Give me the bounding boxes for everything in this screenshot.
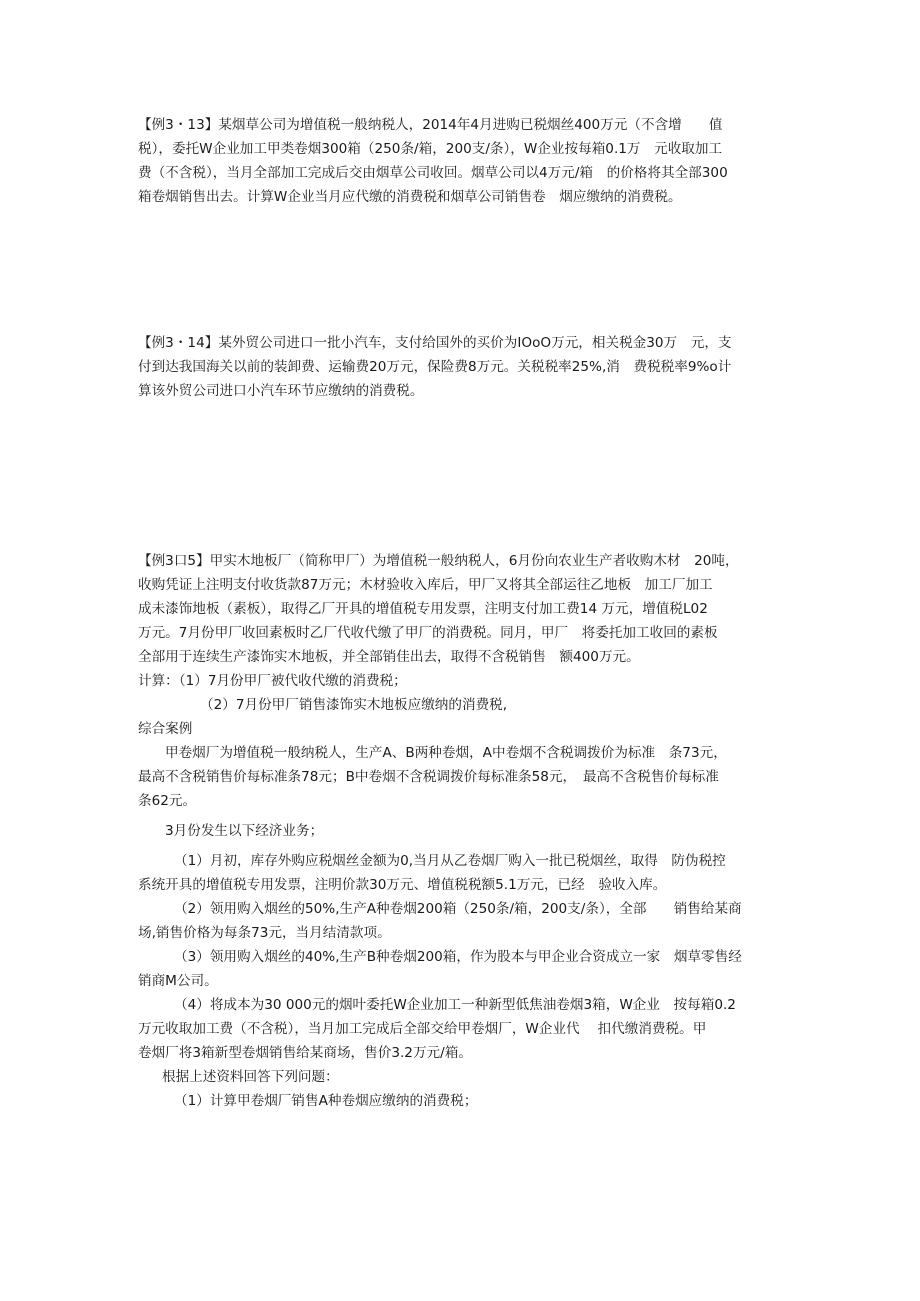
case-item-line: （4）将成本为30 000元的烟叶委托W企业加工一种新型低焦油卷烟3箱，W企业 按每箱0.2 [174, 997, 736, 1013]
example-3-13 [138, 113, 788, 209]
case-intro-line: 最高不含税销售价每标准条78元；B中卷烟不含税调拨价每标准条58元， 最高不含税售价每标准 [138, 769, 719, 785]
case-item-line: （1）月初，库存外购应税烟丝金额为0,当月从乙卷烟厂购入一批已税烟丝，取得 防伪税控 [174, 853, 726, 869]
paragraph-line: 【例3・13】某烟草公司为增值税一般纳税人，2014年4月进购已税烟丝400万元（不含增 值 [138, 117, 723, 133]
paragraph-line: 全部用于连续生产漆饰实木地板，并全部销佳出去，取得不含税销售 额400万元。 [138, 649, 640, 665]
answer-intro: 根据上述资料回答下列问题： [162, 1069, 339, 1085]
paragraph-line: 【例3・14】某外贸公司进口一批小汽车，支付给国外的买价为IOoO万元，相关税金30万 元，支 [138, 335, 732, 351]
paragraph-line: 费（不含税），当月全部加工完成后交由烟草公司收回。烟草公司以4万元/箱 的价格将其全部300 [138, 165, 728, 181]
case-intro-line: 条62元。 [138, 793, 197, 809]
paragraph-line: 箱卷烟销售出去。计算W企业当月应代缴的消费税和烟草公司销售卷 烟应缴纳的消费税。 [138, 189, 682, 205]
paragraph-line: 收购凭证上注明支付收货款87万元；木材验收入库后，甲厂又将其全部运往乙地板 加工厂加工 [138, 577, 713, 593]
paragraph-line: 万元。7月份甲厂收回素板时乙厂代收代缴了甲厂的消费税。同月，甲厂 将委托加工收回的素板 [138, 625, 718, 641]
case-item-line: 销商M公司。 [138, 973, 218, 989]
case-item-line: 场,销售价格为每条73元，当月结清款项。 [138, 925, 391, 941]
paragraph-line: 算该外贸公司进口小汽车环节应缴纳的消费税。 [138, 383, 424, 399]
case-item-line: 万元收取加工费（不含税），当月加工完成后全部交给甲卷烟厂，W企业代 扣代缴消费税。甲 [138, 1021, 707, 1037]
calc-question-1: 计算：（1）7月份甲厂被代收代缴的消费税； [138, 673, 407, 689]
question-1: （1）计算甲卷烟厂销售A种卷烟应缴纳的消费税； [174, 1093, 478, 1109]
example-3-14 [138, 331, 788, 403]
case-item-line: 系统开具的增值税专用发票，注明价款30万元、增值税税额5.1万元，已经 验收入库。 [138, 877, 667, 893]
paragraph-line: 付到达我国海关以前的装卸费、运输费20万元，保险费8万元。关税税率25%,消 费税税率9%o计 [138, 359, 732, 375]
paragraph-line: 成未漆饰地板（素板），取得乙厂开具的增值税专用发票，注明支付加工费14 万元，增值税L02 [138, 601, 708, 617]
case-item-line: （3）领用购入烟丝的40%,生产B种卷烟200箱，作为股本与甲企业合资成立一家 烟草零售经 [174, 949, 742, 965]
case-heading: 综合案例 [138, 721, 193, 737]
case-item-line: 卷烟厂将3箱新型卷烟销售给某商场，售价3.2万元/箱。 [138, 1045, 472, 1061]
example-3-15-and-case [138, 549, 788, 1113]
case-intro-line: 甲卷烟厂为增值税一般纳税人，生产A、B两种卷烟，A中卷烟不含税调拨价为标准 条73元， [165, 745, 727, 761]
case-month-line: 3月份发生以下经济业务； [165, 823, 324, 839]
calc-question-2: （2）7月份甲厂销售漆饰实木地板应缴纳的消费税, [200, 697, 508, 713]
case-item-line: （2）领用购入烟丝的50%,生产A种卷烟200箱（250条/箱，200支/条），全部 销售给某商 [174, 901, 742, 917]
paragraph-line: 税），委托W企业加工甲类卷烟300箱（250条/箱，200支/条），W企业按每箱0.1万 元收取加工 [138, 141, 723, 157]
paragraph-line: 【例3口5】甲实木地板厂（简称甲厂）为增值税一般纳税人，6月份向农业生产者收购木材 20吨， [138, 553, 739, 569]
